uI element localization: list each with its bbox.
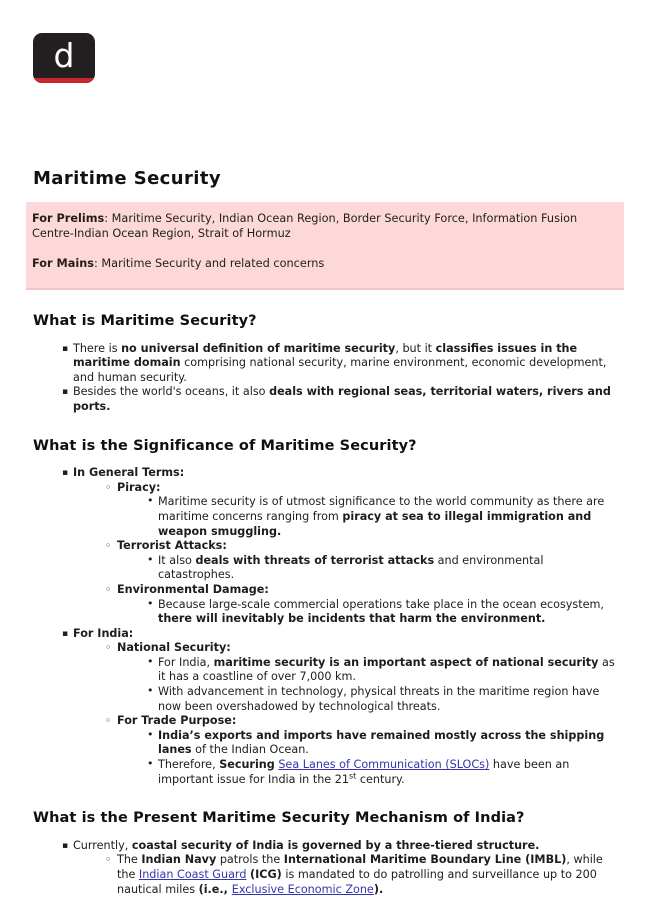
text-run: For India, [158, 655, 214, 669]
bullet-icon: ◦ [105, 539, 112, 553]
inline-link[interactable]: Indian Coast Guard [138, 868, 247, 881]
list-item-text [158, 758, 569, 786]
article-content [33, 314, 617, 897]
list-item [33, 495, 617, 539]
text-run: Environmental Damage: [117, 582, 269, 596]
text-run: There is [73, 341, 122, 355]
text-run: Maritime security is of utmost significance to the world community as there are maritime concerns ranging from [158, 495, 605, 523]
text-run: It also [158, 553, 196, 567]
list-item [33, 627, 617, 642]
list-item-text [73, 839, 539, 852]
list-item [33, 583, 617, 598]
list-item-text [117, 583, 269, 596]
bullet-icon: • [147, 684, 154, 698]
text-run: For Mains [32, 257, 95, 270]
bullet-icon: ◦ [105, 641, 112, 655]
list-item-text [73, 342, 606, 384]
list-item-text [73, 466, 184, 479]
bullet-icon: • [147, 552, 154, 566]
text-run: is mandated to do patrolling and surveillance up to 200 nautical miles [117, 868, 597, 896]
text-run: no universal definition of maritime security [121, 341, 396, 355]
list-item-text [158, 685, 599, 713]
text-run: In General Terms: [73, 466, 185, 480]
text-run: , while the [117, 853, 603, 881]
inline-link[interactable]: Sea Lanes of Communication (SLOCs) [278, 758, 490, 772]
list-item-text [117, 481, 161, 494]
text-run: India’s exports and imports have remained mostly across the shipping lanes [158, 728, 605, 757]
section-heading-what-is-maritime-security: What is Maritime Security? [33, 313, 257, 329]
list-item-text [73, 627, 133, 640]
text-run: coastal security of India is governed by a three-tiered structure. [131, 838, 540, 852]
text-run: For Trade Purpose: [117, 714, 237, 728]
text-run: International Maritime Boundary Line (IMBL) [283, 853, 567, 867]
text-run: : Maritime Security and related concerns [94, 257, 325, 270]
bullet-icon: ▪ [62, 628, 69, 639]
bullet-icon: ▪ [62, 343, 69, 354]
text-run: patrols the [216, 853, 284, 867]
text-run: have been an important issue for India in the 21 [158, 758, 570, 786]
list-item-text [73, 385, 611, 413]
text-run: as it has a coastline of over 7,000 km. [158, 655, 615, 684]
section-heading-present-mechanism: What is the Present Maritime Security Mechanism of India? [33, 810, 525, 827]
list-item-text [158, 495, 604, 537]
bullet-icon: • [147, 727, 154, 741]
list-item [33, 714, 617, 729]
text-run: Besides the world's oceans, it also [73, 385, 270, 399]
text-run: and environmental catastrophes. [158, 553, 544, 582]
bullet-icon: • [147, 654, 154, 668]
list-item [33, 641, 617, 656]
text-run: With advancement in technology, physical threats in the maritime region have now been overshadowed by technological threats. [158, 685, 600, 713]
text-run: : Maritime Security, Indian Ocean Region, Border Security Force, Information Fusion Centre-Indian Ocean Region, Strait of Hormuz [32, 212, 578, 240]
text-run: Therefore, [158, 758, 220, 772]
list-item [33, 729, 617, 758]
list-item [33, 656, 617, 685]
tag-line [32, 211, 612, 241]
text-run: deals with regional seas, territorial waters, rivers and ports. [73, 385, 611, 413]
text-run: there will inevitably be incidents that harm the environment. [158, 612, 546, 626]
logo-red-stripe-icon [33, 78, 95, 83]
text-run: Terrorist Attacks: [117, 539, 227, 553]
text-run: Indian Navy [141, 853, 217, 867]
list-item [33, 539, 617, 554]
list-item [33, 839, 617, 854]
list-item-text [117, 714, 236, 727]
text-run: For Prelims [32, 212, 105, 225]
text-run: classifies issues in the maritime domain [73, 341, 578, 370]
text-run: Piracy: [117, 480, 161, 494]
text-run: Currently, [73, 838, 132, 852]
text-run: The [117, 853, 142, 867]
list-item-text [117, 641, 231, 654]
tag-line [32, 256, 612, 271]
bullet-icon: ▪ [62, 468, 69, 479]
section-heading-significance: What is the Significance of Maritime Security? [33, 437, 417, 454]
text-run: (ICG) [250, 868, 282, 881]
bullet-icon: ▪ [62, 387, 69, 398]
list-item [33, 385, 617, 414]
logo-letter-d: d [53, 36, 75, 75]
text-run: Securing [219, 758, 275, 772]
list-item [33, 554, 617, 583]
list-item [33, 598, 617, 627]
text-run: deals with threats of terrorist attacks [195, 553, 435, 567]
bullet-icon: ▪ [62, 840, 69, 851]
bullet-icon: ◦ [105, 582, 112, 596]
inline-link[interactable]: Exclusive Economic Zone [231, 882, 374, 896]
bullet-icon: ◦ [105, 480, 112, 494]
text-run: For India: [73, 626, 134, 640]
list-item [33, 466, 617, 481]
text-run: , but it [395, 341, 436, 355]
text-run: of the Indian Ocean. [191, 743, 309, 757]
list-item-text [158, 729, 604, 757]
list-item-text [158, 656, 615, 684]
list-item [33, 342, 617, 386]
list-item-text [117, 853, 603, 895]
drishti-logo [33, 33, 95, 83]
bullet-icon: • [147, 596, 154, 610]
text-run: maritime security is an important aspect of national security [213, 655, 599, 669]
list-item [33, 758, 617, 787]
bullet-icon: ◦ [105, 853, 112, 867]
bullet-icon: ◦ [105, 714, 112, 728]
page-title: Maritime Security [33, 168, 221, 189]
text-run: National Security: [117, 641, 231, 655]
list-item [33, 853, 617, 897]
bullet-icon: • [147, 757, 154, 771]
list-item-text [158, 554, 543, 582]
superscript-text: st [348, 770, 357, 780]
text-run: piracy at sea to illegal immigration and weapon smuggling. [158, 509, 592, 538]
text-run: Because large-scale commercial operations take place in the ocean ecosystem, [158, 597, 604, 611]
text-run: century. [356, 772, 405, 786]
text-run: (i.e., [198, 882, 232, 896]
list-item-text [117, 539, 227, 552]
text-run: comprising national security, marine environment, economic development, and human security. [73, 356, 607, 384]
list-item [33, 685, 617, 714]
prelims-mains-box [26, 202, 624, 290]
bullet-icon: • [147, 494, 154, 508]
list-item-text [158, 598, 604, 626]
list-item [33, 481, 617, 496]
text-run: ). [373, 882, 384, 896]
